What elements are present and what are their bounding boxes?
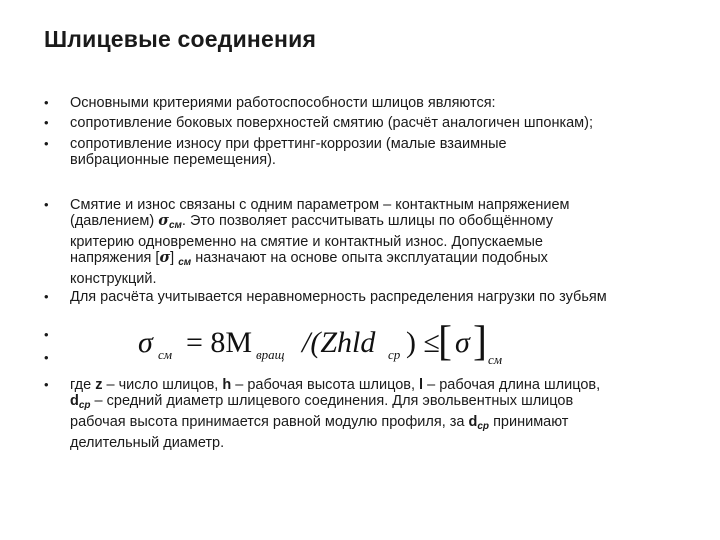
formula-bracket: [ [438, 319, 452, 365]
bullet-icon: • [44, 377, 49, 392]
formula-sigma: σ [138, 326, 153, 359]
formula-bracket: ] [473, 319, 487, 365]
formula-close: ) ≤ [406, 326, 440, 359]
bullet-icon: • [44, 95, 49, 110]
formula-subscript: вращ [256, 347, 285, 362]
subscript: см [178, 257, 192, 268]
text-fragment: назначают на основе опыта эксплуатации подобных [191, 250, 548, 266]
formula-eq: = 8M [186, 326, 253, 359]
bullet-text [70, 197, 695, 287]
bullet-text: Для расчёта учитывается неравномерность распределения нагрузки по зубьям [70, 289, 607, 305]
bullet-text-line: сопротивление износу при фреттинг-коррозии (малые взаимные [70, 136, 507, 152]
text-fragment: . Это позволяет рассчитывать шлицы по обобщённому [181, 213, 554, 229]
text-line: конструкций. [70, 271, 157, 287]
text-fragment: – средний диаметр шлицевого соединения. Для эвольвентных шлицов [90, 393, 574, 409]
bullet-text: Основными критериями работоспособности шлицов являются: [70, 95, 496, 111]
bullet-icon: • [44, 136, 49, 151]
subscript: см [168, 220, 182, 231]
text-fragment: напряжения [ [70, 250, 160, 266]
text-fragment: ] [170, 250, 179, 266]
text-fragment: – число шлицов, [102, 377, 223, 393]
sigma-symbol: σ [158, 212, 169, 229]
text-fragment: рабочая высота принимается равной модулю профиля, за [70, 414, 469, 430]
bullet-icon: • [44, 115, 49, 130]
text-fragment: (давлением) [70, 213, 159, 229]
text-fragment: – рабочая высота шлицов, [231, 377, 420, 393]
var-z: z [95, 377, 103, 393]
formula-subscript: ср [388, 347, 401, 362]
var-l: l [419, 377, 424, 393]
text-line: критерию одновременно на смятие и контактный износ. Допускаемые [70, 234, 543, 250]
formula-div: /(Zhld [302, 326, 376, 359]
bullet-text [70, 136, 695, 168]
formula-subscript: см [158, 347, 173, 362]
formula-sigma: σ [455, 326, 470, 359]
text-fragment: принимают [489, 414, 569, 430]
formula-subscript: см [488, 352, 503, 367]
formula [138, 319, 518, 372]
slide-title: Шлицевые соединения [44, 26, 317, 52]
bullet-text [70, 377, 695, 451]
bullet-icon: • [44, 289, 49, 304]
text-line: делительный диаметр. [70, 435, 225, 451]
bullet-text-line: вибрационные перемещения). [70, 152, 276, 168]
bullet-icon: • [44, 327, 49, 342]
var-d: d [70, 393, 79, 409]
var-d: d [468, 414, 478, 430]
bullet-text: сопротивление боковых поверхностей смятию (расчёт аналогичен шпонкам); [70, 115, 594, 131]
subscript: ср [78, 400, 91, 411]
text-fragment: где [70, 377, 96, 393]
bullet-icon: • [44, 197, 49, 212]
text-fragment: – рабочая длина шлицов, [423, 377, 601, 393]
var-h: h [222, 377, 232, 393]
bullet-icon: • [44, 350, 49, 365]
text-line: Смятие и износ связаны с одним параметром – контактным напряжением [70, 197, 570, 213]
sigma-symbol: σ [159, 249, 171, 266]
subscript: ср [477, 421, 490, 432]
